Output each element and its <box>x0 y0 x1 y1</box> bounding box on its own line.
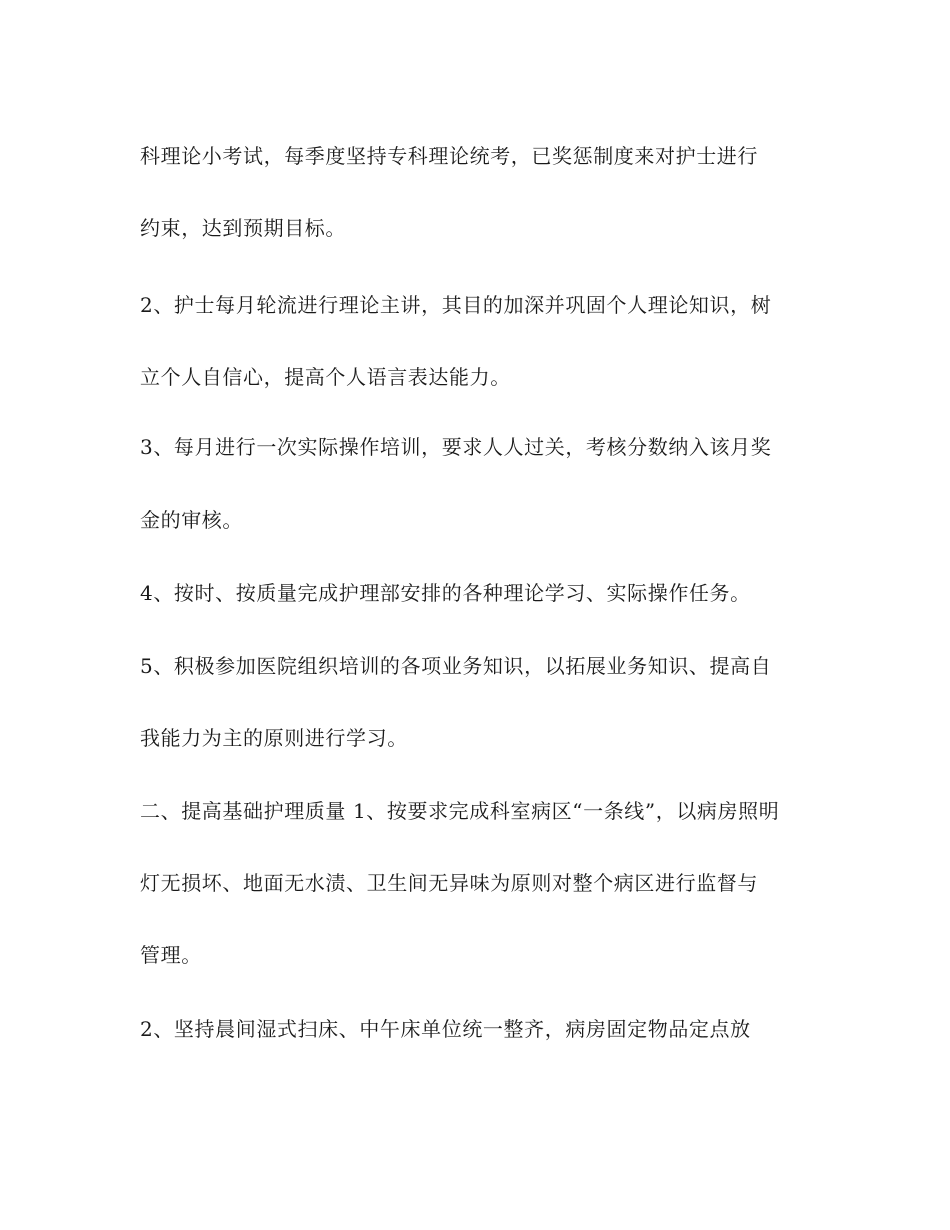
text-line: 2、坚持晨间湿式扫床、中午床单位统一整齐，病房固定物品定点放 <box>140 1017 751 1041</box>
text-line: 2、护士每月轮流进行理论主讲，其目的加深并巩固个人理论知识，树 <box>140 293 772 317</box>
text-line: 科理论小考试，每季度坚持专科理论统考，已奖惩制度来对护士进行 <box>140 144 758 168</box>
text-line: 二、提高基础护理质量 1、按要求完成科室病区“一条线”，以病房照明 <box>140 799 780 823</box>
text-line: 3、每月进行一次实际操作培训，要求人人过关，考核分数纳入该月奖 <box>140 435 772 459</box>
text-line: 4、按时、按质量完成护理部安排的各种理论学习、实际操作任务。 <box>140 581 751 605</box>
text-line: 我能力为主的原则进行学习。 <box>140 726 408 750</box>
text-line: 立个人自信心，提高个人语言表达能力。 <box>140 365 511 389</box>
text-line: 金的审核。 <box>140 508 243 532</box>
text-line: 5、积极参加医院组织培训的各项业务知识，以拓展业务知识、提高自 <box>140 654 772 678</box>
text-line: 管理。 <box>140 943 202 967</box>
text-line: 约束，达到预期目标。 <box>140 216 346 240</box>
text-line: 灯无损坏、地面无水渍、卫生间无异味为原则对整个病区进行监督与 <box>140 871 758 895</box>
